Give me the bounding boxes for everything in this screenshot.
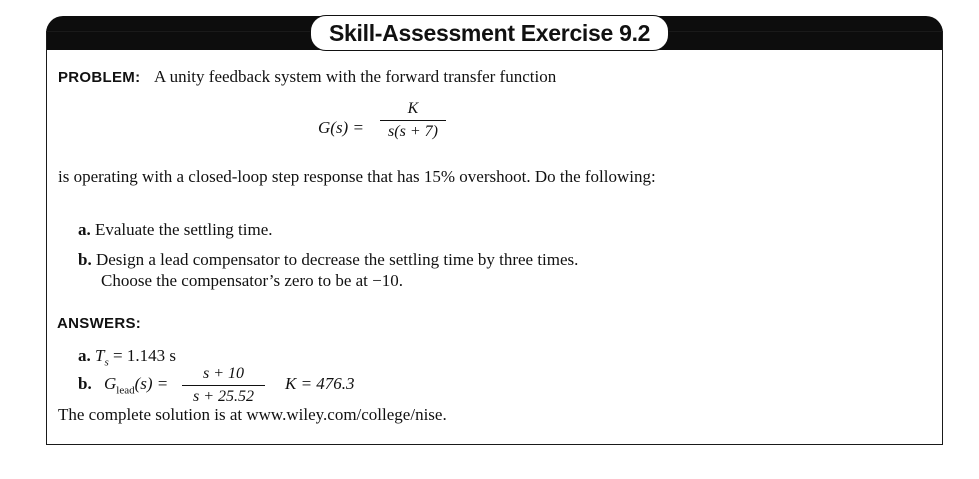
answer-a-subscript: s bbox=[104, 356, 109, 369]
item-a-marker: a. bbox=[78, 220, 91, 239]
item-a-text: Evaluate the settling time. bbox=[95, 220, 273, 239]
fraction-bar bbox=[182, 385, 265, 386]
answers-label: ANSWERS: bbox=[57, 315, 142, 332]
lead-denominator: s + 25.52 bbox=[192, 388, 255, 405]
answer-b-subscript: lead bbox=[116, 384, 135, 397]
lead-compensator-fraction bbox=[182, 364, 265, 407]
answer-b-lhs bbox=[104, 374, 168, 400]
fraction-bar bbox=[380, 120, 446, 121]
transfer-function-numerator: K bbox=[407, 100, 419, 117]
problem-label: PROBLEM: bbox=[58, 69, 141, 86]
answer-a-value: = 1.143 s bbox=[108, 346, 176, 365]
item-b-text: Design a lead compensator to decrease the settling time by three times. bbox=[95, 250, 579, 269]
answer-a bbox=[78, 346, 176, 372]
answer-b-gain: K = 476.3 bbox=[285, 374, 355, 393]
answer-b-marker: b. bbox=[78, 374, 92, 393]
answer-a-marker: a. bbox=[78, 346, 91, 365]
problem-item-b bbox=[78, 249, 708, 291]
exercise-title: Skill-Assessment Exercise 9.2 bbox=[329, 19, 651, 46]
title-pill bbox=[310, 15, 669, 51]
transfer-function-lhs: G(s) = bbox=[318, 118, 364, 137]
answer-b-lhs-rest: (s) = bbox=[134, 374, 169, 393]
solution-footer: The complete solution is at www.wiley.com/college/nise. bbox=[58, 405, 447, 424]
problem-statement: is operating with a closed-loop step response that has 15% overshoot. Do the following: bbox=[58, 167, 656, 186]
item-b-marker: b. bbox=[78, 250, 92, 269]
transfer-function-denominator: s(s + 7) bbox=[388, 123, 438, 140]
answer-a-symbol: T bbox=[95, 346, 105, 365]
answer-b-symbol: G bbox=[104, 374, 117, 393]
transfer-function-fraction bbox=[380, 99, 446, 142]
lead-numerator: s + 10 bbox=[202, 365, 245, 382]
problem-item-a bbox=[78, 220, 273, 240]
problem-intro: A unity feedback system with the forward transfer function bbox=[154, 67, 557, 86]
item-b-continuation: Choose the compensator’s zero to be at −10. bbox=[101, 271, 403, 290]
